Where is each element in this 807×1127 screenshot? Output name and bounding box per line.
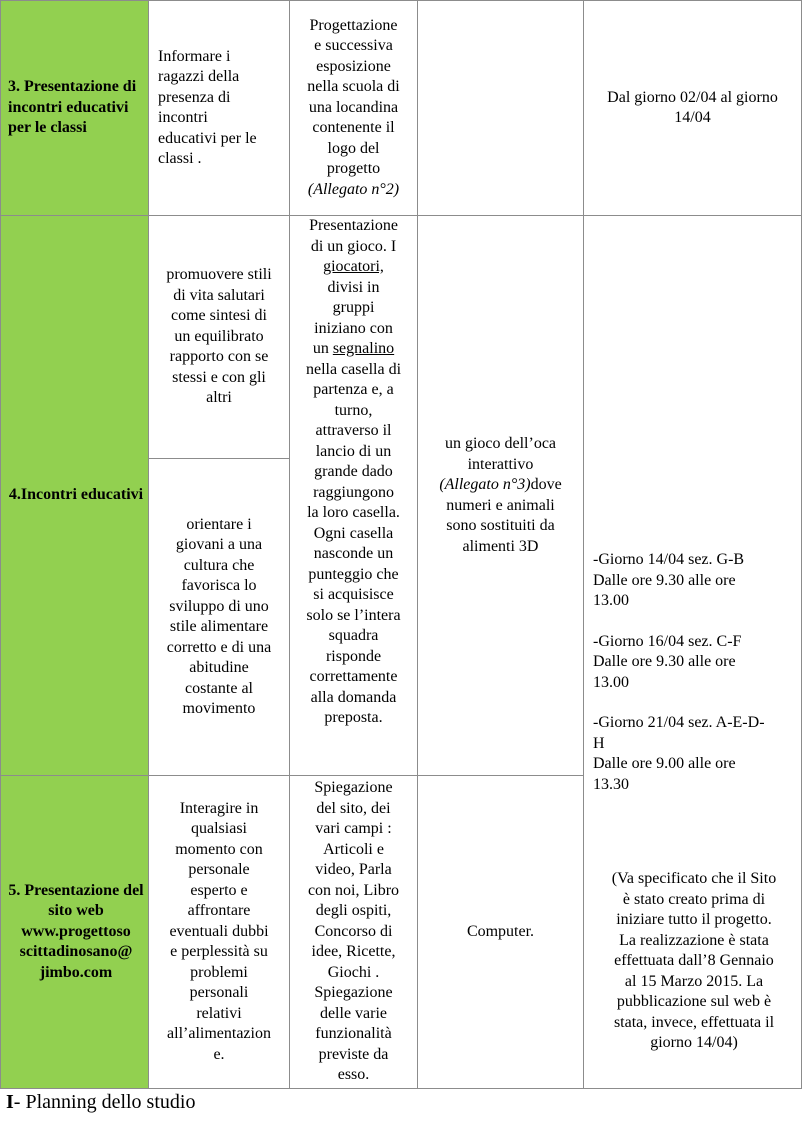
activity-text: segnalino (332, 340, 395, 357)
schedule-cell (584, 216, 802, 1089)
objective-cell: orientare i giovani a una cultura che favorisca lo sviluppo di uno stile alimentare corretto e di una abitudine costante al movimento (149, 459, 290, 776)
tools-cell (418, 216, 584, 776)
activity-cell (290, 216, 418, 776)
schedule-cell: Dal giorno 02/04 al giorno 14/04 (584, 1, 802, 216)
tools-text: un gioco dell’oca interattivo (444, 435, 557, 473)
activity-text: Presentazione di un gioco. I (309, 217, 398, 255)
table-row (1, 216, 802, 459)
row-title: 5. Presentazione del sito web www.progettoso scittadinosano@ jimbo.com (1, 776, 149, 1089)
attachment-ref: (Allegato n°2) (307, 180, 400, 198)
row-title: 4.Incontri educativi (1, 216, 149, 776)
schedule-item: -Giorno 16/04 sez. C-F Dalle ore 9.30 alle ore 13.00 (593, 632, 742, 691)
row-title: 3. Presentazione di incontri educativi per le classi (1, 1, 149, 216)
tools-cell: Computer. (418, 776, 584, 1089)
tools-cell (418, 1, 584, 216)
activity-text: nella casella di partenza e, a turno, attraverso il lancio di un grande dado raggiungono la loro casella. Ogni casella nasconde un punteggio che si acquisisce solo se l’intera squadra risponde correttamente alla domanda preposta. (305, 360, 402, 726)
schedule-item: -Giorno 21/04 sez. A-E-D- H Dalle ore 9.00 alle ore 13.30 (593, 714, 765, 793)
attachment-ref: (Allegato n°3) (439, 476, 531, 493)
activity-cell (290, 1, 418, 216)
schedule-note: (Va specificato che il Sito è stato creato prima di iniziare tutto il progetto. La realizzazione è stata effettuata dall’8 Gennaio al 15 Marzo 2015. La pubblicazione sul web è stata, invece, effettuata il giorno 14/04) (611, 870, 777, 1052)
activity-text: giocatori, (323, 258, 384, 275)
table-row (1, 1, 802, 216)
activity-text: Progettazione e successiva esposizione nella scuola di una locandina contenente il logo del progetto (307, 16, 400, 178)
caption-prefix: I (6, 1091, 14, 1113)
objective-cell: promuovere stili di vita salutari come sintesi di un equilibrato rapporto con se stessi e con gli altri (149, 216, 290, 459)
caption-text: - Planning dello studio (13, 1091, 196, 1113)
activity-cell: Spiegazione del sito, dei vari campi : Articoli e video, Parla con noi, Libro degli ospiti, Concorso di idee, Ricette, Giochi . Spiegazione delle varie funzionalità previste da esso. (290, 776, 418, 1089)
schedule-item: -Giorno 14/04 sez. G-B Dalle ore 9.30 alle ore 13.00 (593, 551, 745, 610)
section-caption (6, 1088, 195, 1116)
objective-cell: Interagire in qualsiasi momento con personale esperto e affrontare eventuali dubbi e perplessità su problemi personali relativi all’alimentazion e. (149, 776, 290, 1089)
tools-text: dove numeri e animali sono sostituiti da alimenti 3D (446, 476, 562, 555)
objective-cell: Informare i ragazzi della presenza di incontri educativi per le classi . (149, 1, 290, 216)
activity-text: divisi in gruppi iniziano con un (312, 278, 393, 357)
